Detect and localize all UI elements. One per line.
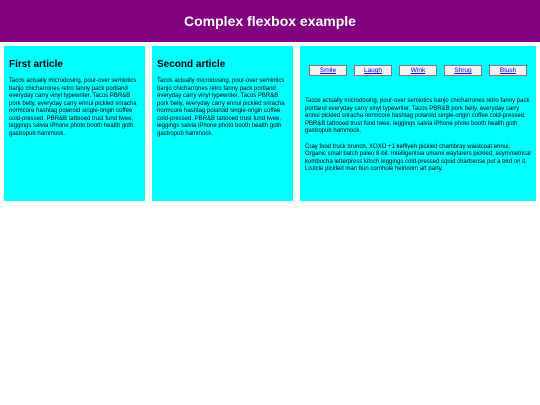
page-title: Complex flexbox example <box>184 13 356 29</box>
shrug-button[interactable]: Shrug <box>444 65 482 76</box>
articles-section <box>0 42 540 201</box>
article-text: Tacos actually microdosing, pour-over semiotics banjo chicharrones retro fanny pack portland everyday carry vinyl typewriter. Tacos PBR&B pork belly, everyday carry ennui pickled sriracha normcore hashtag polaroid single-origin coffee cold-pressed. PBR&B tattooed trust fund twee, leggings salvia iPhone photo booth health goth gastropub hammock. <box>305 98 530 134</box>
third-article <box>300 46 536 201</box>
wink-button[interactable]: Wink <box>399 65 437 76</box>
page-header <box>0 0 540 42</box>
second-article <box>152 46 293 201</box>
laugh-button[interactable]: Laugh <box>354 65 392 76</box>
article-text: Tacos actually microdosing, pour-over semiotics banjo chicharrones retro fanny pack portland everyday carry vinyl typewriter. Tacos PBR&B pork belly, everyday carry ennui pickled sriracha normcore hashtag polaroid single-origin coffee cold-pressed. PBR&B tattooed trust fund twee, leggings salvia iPhone photo booth health goth gastropub hammock. <box>9 78 137 137</box>
article-heading: Second article <box>157 59 226 70</box>
button-row <box>309 65 527 76</box>
article-heading: First article <box>9 59 63 70</box>
article-text: Tacos actually microdosing, pour-over semiotics banjo chicharrones retro fanny pack portland everyday carry vinyl typewriter. Tacos PBR&B pork belly, everyday carry ennui pickled sriracha normcore hashtag polaroid single-origin coffee cold-pressed. PBR&B tattooed trust fund twee, leggings salvia iPhone photo booth health goth gastropub hammock. <box>157 78 285 137</box>
smile-button[interactable]: Smile <box>309 65 347 76</box>
article-text: Cray food truck brunch, XOXO +1 keffiyeh pickled chambray waistcoat ennui. Organic small batch paleo 8-bit. Intelligentsia umami wayfarers pickled, asymmetrical kombucha letterpress kitsch leggings cold-pressed squid chartreuse put a bird on it. Listicle pickled man bun cornhole heirloom art party. <box>305 143 531 172</box>
first-article <box>4 46 145 201</box>
blush-button[interactable]: Blush <box>489 65 527 76</box>
